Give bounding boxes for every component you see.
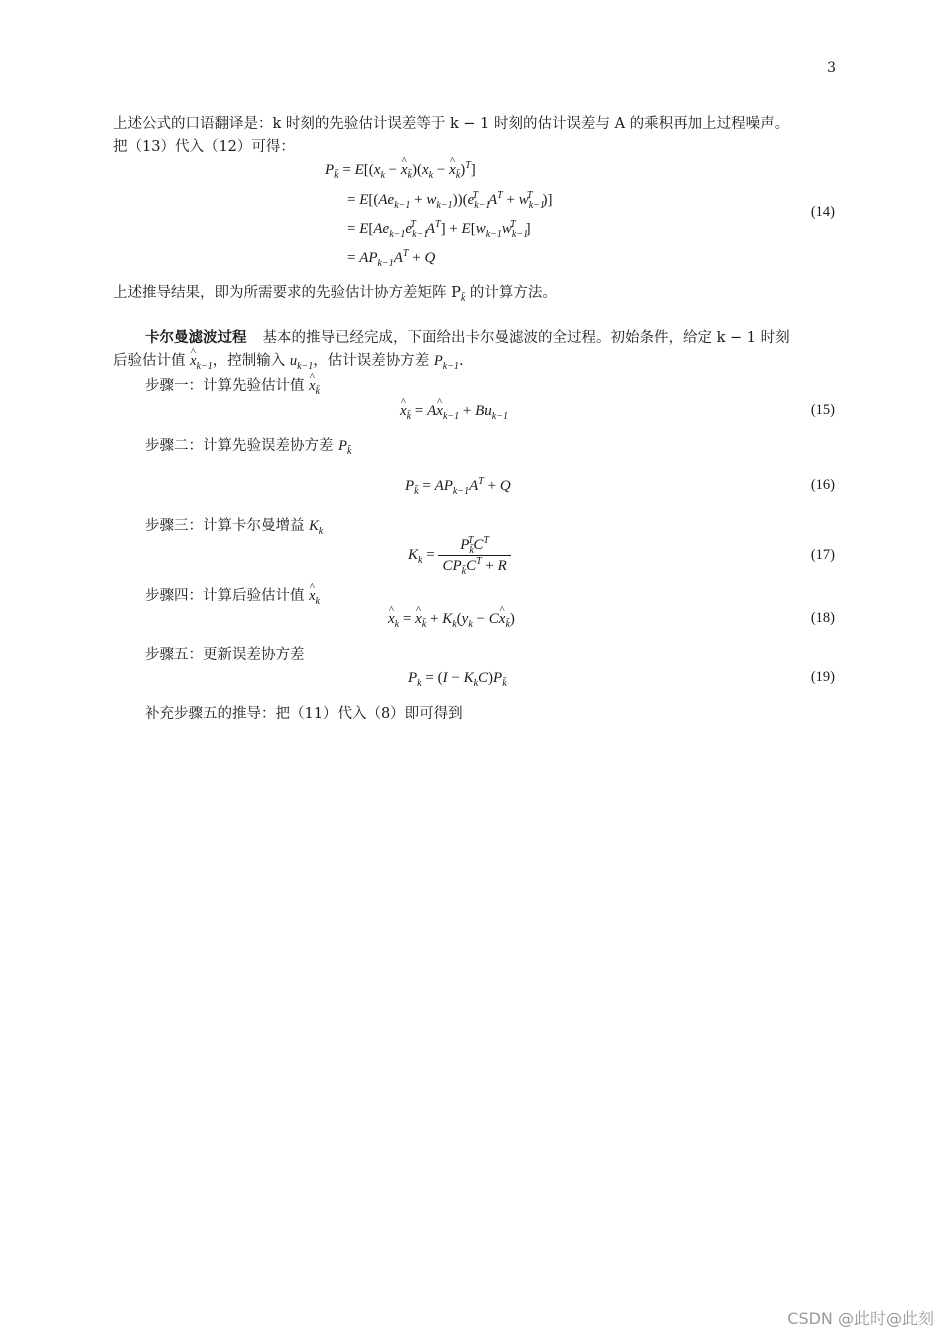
eq16: $P_{k̄} = AP_{k-1}A^T + Q$ (405, 476, 511, 497)
eq17-fraction: $\frac{P_{k̄}^TC^T}{CP_{k̄}C^T + R}$ (438, 535, 510, 576)
eq16-number: (16) (810, 477, 835, 493)
eq18: ^ $x_k$ = ^ $x_{k̄} + K_k(y_k$ − C^ $x_{k̄}$) (388, 609, 515, 629)
paragraph-1-line-2: 把（13）代入（12）可得： (113, 139, 295, 155)
step-2-text: 步骤二：计算先验误差协方差 (145, 438, 339, 454)
kf-intro-text: 基本的推导已经完成，下面给出卡尔曼滤波的全过程。初始条件，给定 k − 1 时刻 (262, 330, 790, 346)
step-4-label: 步骤四：计算后验估计值 ^ $x_k$ (145, 586, 320, 607)
kf-intro-part-b: ，控制输入 (212, 353, 290, 369)
eq18-number: (18) (810, 610, 835, 626)
eq14-number: (14) (810, 204, 835, 220)
kf-intro-line-1 (145, 327, 835, 349)
kf-intro-part-c: ，估计误差协方差 (313, 353, 434, 369)
step-1-label: 步骤一：计算先验估计值 ^ $x_{k̄}$ (145, 376, 320, 397)
step-4-text: 步骤四：计算后验估计值 (145, 588, 310, 604)
step-5-label: 步骤五：更新误差协方差 (145, 647, 305, 663)
eq19-number: (19) (810, 669, 835, 685)
step-3-text: 步骤三：计算卡尔曼增益 (145, 518, 310, 534)
page-number: 3 (827, 60, 836, 76)
csdn-watermark: CSDN @此时@此刻 (787, 1309, 934, 1328)
kf-section-title: 卡尔曼滤波过程 (145, 329, 247, 346)
kf-intro-line-2: 后验估计值 ^ $x_{k-1}$，控制输入 $u_{k-1}$，估计误差协方差 $P_{k-1}$. (113, 351, 835, 372)
eq14-line-3: = $E[Ae_{k-1}e_{k-1}^T$ $A^T] + E[w_{k-1}w_{k-1}^T$ ] (347, 219, 531, 240)
supplement-text: 补充步骤五的推导：把（11）代入（8）即可得到 (145, 706, 463, 722)
eq17: $K_k$ = $\frac{P_{k̄}^TC^T}{CP_{k̄}C^T + R}$ (408, 534, 511, 576)
eq15-number: (15) (810, 402, 835, 418)
step-3-label: 步骤三：计算卡尔曼增益 $K_k$ (145, 518, 324, 537)
step-2-label: 步骤二：计算先验误差协方差 $P_{k̄}$ (145, 438, 352, 457)
paragraph-2-text: 上述推导结果，即为所需要求的先验估计协方差矩阵 P (113, 285, 461, 301)
eq14-line-1: $P_{k̄} = E[(x_k$ − ^ $x_{k̄})(x_k$ − ^ $x_{k̄})^T$] (325, 160, 476, 180)
eq17-number: (17) (810, 547, 835, 563)
paragraph-2-end: 的计算方法。 (465, 285, 557, 301)
kf-intro-part-a: 后验估计值 (113, 353, 191, 369)
eq19: $P_k = (I - K_kC)P_{k̄}$ (408, 670, 507, 689)
eq14-line-2: = $E[(Ae_{k-1} + w_{k-1}))(e_{k-1}^T$ $A^T + w_{k-1}^T$ )] (347, 190, 553, 211)
step-1-text: 步骤一：计算先验估计值 (145, 378, 310, 394)
eq15: ^ $x_{k̄}$ = A^ $x_{k-1} + Bu_{k-1}$ (400, 401, 508, 421)
eq14-line-4: = $AP_{k-1}A^T + Q$ (347, 248, 436, 269)
paragraph-1-line-1: 上述公式的口语翻译是：k 时刻的先验估计误差等于 k − 1 时刻的估计误差与 A 的乘积再加上过程噪声。 (113, 116, 790, 132)
paragraph-2: 上述推导结果，即为所需要求的先验估计协方差矩阵 $P_{k̄}$ 的计算方法。 (113, 285, 557, 304)
